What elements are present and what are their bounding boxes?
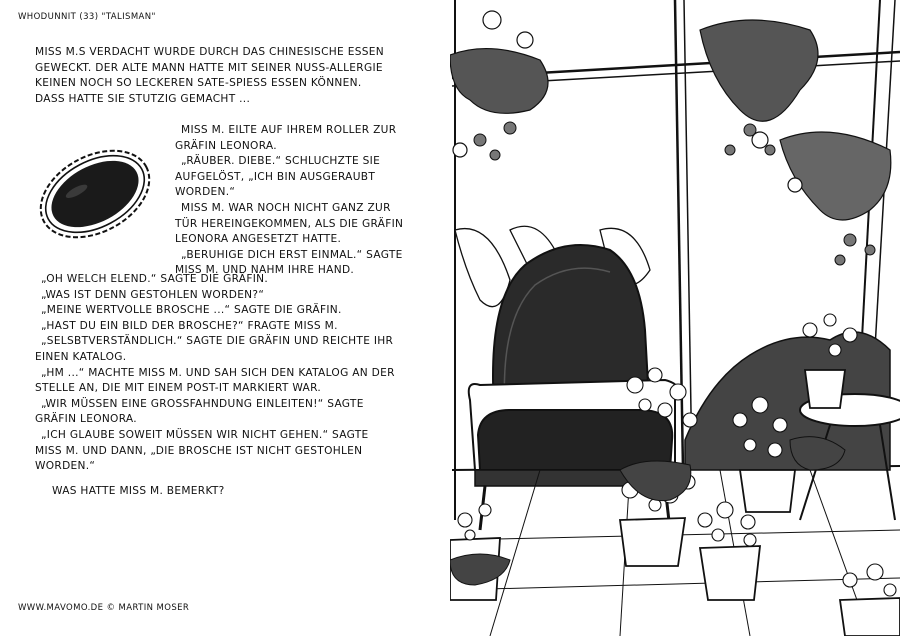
story-column	[175, 123, 437, 279]
right-page	[450, 0, 900, 636]
brooch-illustration	[30, 135, 160, 253]
story-line: „MEINE WERTVOLLE BROSCHE ...“ SAGTE DIE GRÄFIN.	[41, 304, 342, 317]
page-header: WHODUNNIT (33) "TALISMAN"	[18, 12, 156, 22]
story-line: TÜR HEREINGEKOMMEN, ALS DIE GRÄFIN	[175, 217, 404, 230]
story-line: MISS M.S VERDACHT WURDE DURCH DAS CHINESISCHE ESSEN	[35, 46, 384, 58]
story-line: EINEN KATALOG.	[35, 350, 127, 363]
story-line: MISS M. WAR NOCH NICHT GANZ ZUR	[181, 201, 391, 214]
story-line: „RÄUBER. DIEBE.“ SCHLUCHZTE SIE	[181, 155, 381, 168]
page-footer: WWW.MAVOMO.DE © MARTIN MOSER	[18, 603, 190, 613]
story-line: „BERUHIGE DICH ERST EINMAL.“ SAGTE	[181, 248, 403, 261]
story-line: DASS HATTE SIE STUTZIG GEMACHT ...	[35, 92, 251, 105]
story-line: GEWECKT. DER ALTE MANN HATTE MIT SEINER NUSS-ALLERGIE	[35, 61, 383, 74]
story-dialogue	[35, 272, 435, 475]
story-line: STELLE AN, DIE MIT EINEM POST-IT MARKIERT WAR.	[35, 382, 322, 395]
story-line: MISS M. EILTE AUF IHREM ROLLER ZUR	[181, 124, 397, 136]
story-line: KEINEN NOCH SO LECKEREN SATE-SPIESS ESSEN KÖNNEN.	[35, 77, 362, 90]
story-line: „OH WELCH ELEND.“ SAGTE DIE GRÄFIN.	[41, 273, 269, 285]
story-line: AUFGELÖST, „ICH BIN AUSGERAUBT	[175, 170, 376, 183]
story-line: MISS M. UND DANN, „DIE BROSCHE IST NICHT GESTOHLEN	[35, 444, 363, 457]
story-line: „ICH GLAUBE SOWEIT MÜSSEN WIR NICHT GEHEN.“ SAGTE	[41, 428, 369, 441]
story-line: „HM ...“ MACHTE MISS M. UND SAH SICH DEN KATALOG AN DER	[41, 366, 395, 379]
riddle-question: WAS HATTE MISS M. BEMERKT?	[52, 485, 225, 497]
story-line: MISS M. UND NAHM IHRE HAND.	[175, 264, 355, 277]
story-line: LEONORA ANGESETZT HATTE.	[175, 233, 342, 246]
story-line: WORDEN.“	[175, 186, 236, 199]
story-line: GRÄFIN LEONORA.	[35, 413, 137, 426]
story-line: „WAS IST DENN GESTOHLEN WORDEN?“	[41, 288, 265, 301]
conservatory-illustration	[450, 0, 900, 636]
story-line: „WIR MÜSSEN EINE GROSSFAHNDUNG EINLEITEN!“ SAGTE	[41, 397, 364, 410]
story-line: WORDEN.“	[35, 460, 96, 473]
story-line: „SELSBTVERSTÄNDLICH.“ SAGTE DIE GRÄFIN UND REICHTE IHR	[41, 335, 394, 348]
left-page	[0, 0, 450, 636]
story-intro	[35, 45, 435, 107]
story-line: GRÄFIN LEONORA.	[175, 139, 277, 152]
story-line: „HAST DU EIN BILD DER BROSCHE?“ FRAGTE MISS M.	[41, 319, 338, 332]
